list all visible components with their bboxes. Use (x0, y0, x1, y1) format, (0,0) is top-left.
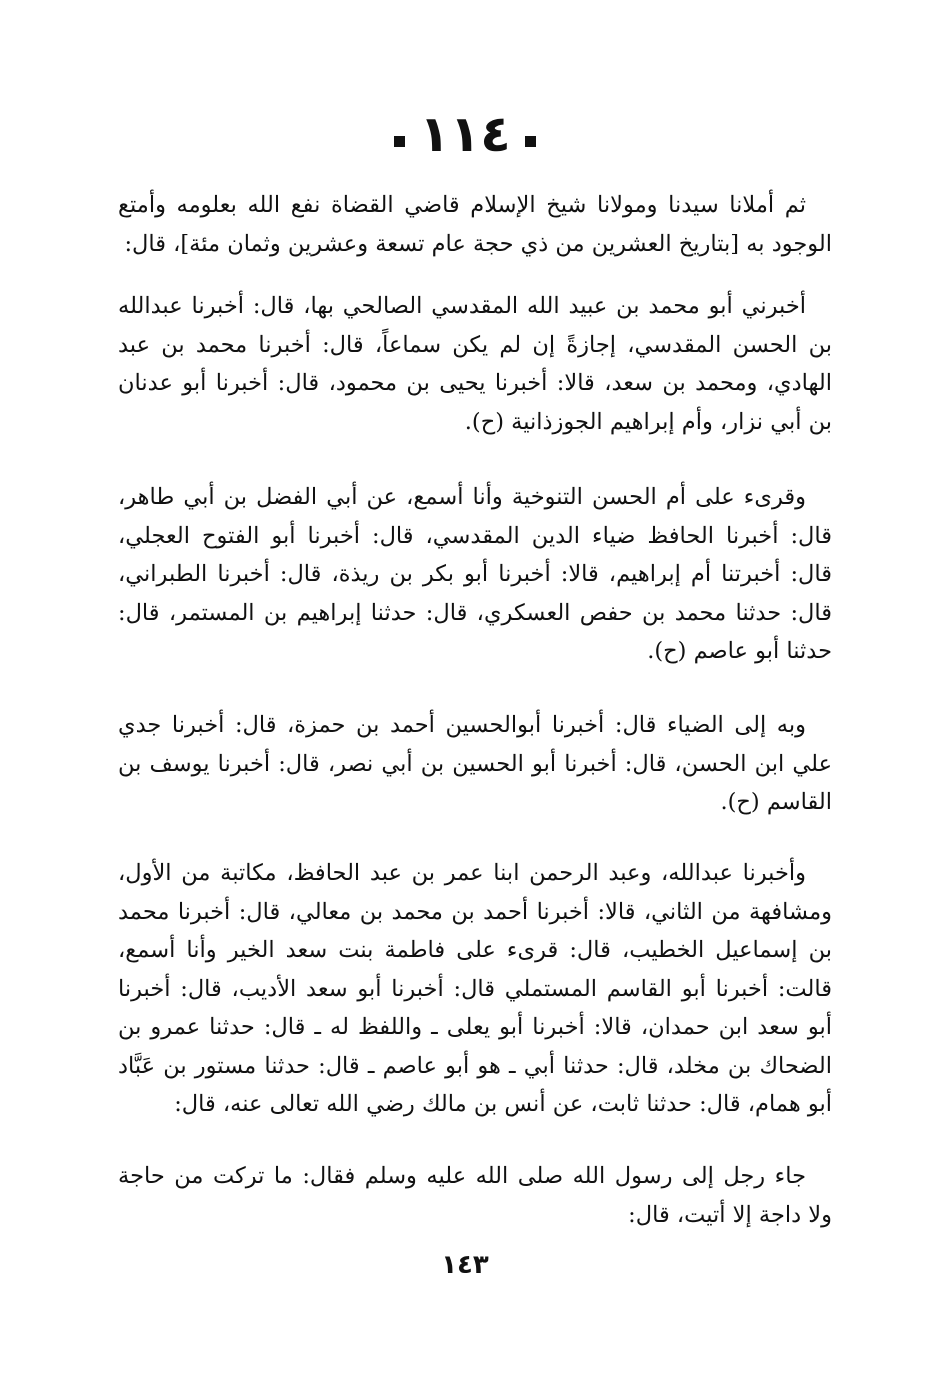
paragraph-text: وبه إلى الضياء قال: أخبرنا أبوالحسين أحمد بن حمزة، قال: أخبرنا جدي علي ابن الحسن، قال: أخبرنا أبو الحسين بن أبي نصر، قال: أخبرنا يوسف بن القاسم (ح). (118, 712, 832, 815)
paragraph-text: جاء رجل إلى رسول الله صلى الله عليه وسلم فقال: ما تركت من حاجة ولا داجة إلا أتيت، قال: (118, 1163, 832, 1228)
paragraph-isnad-1 (118, 287, 832, 441)
paragraph-isnad-4 (118, 854, 832, 1124)
paragraph-isnad-2 (118, 478, 832, 671)
paragraph-dictation-intro (118, 186, 832, 263)
heading-dash-left (394, 136, 405, 147)
paragraph-text: وقرىء على أم الحسن التنوخية وأنا أسمع، عن أبي الفضل بن أبي طاهر، قال: أخبرنا الحافظ ضياء الدين المقدسي، قال: أخبرنا أبو الفتوح العجلي، قال: أخبرتنا أم إبراهيم، قالا: أخبرنا أبو بكر بن ريذة، قال: أخبرنا الطبراني، قال: حدثنا محمد بن حفص العسكري، قال: حدثنا إبراهيم بن المستمر، قال: حدثنا أبو عاصم (ح). (118, 484, 832, 664)
paragraph-isnad-3 (118, 706, 832, 822)
paragraph-text: وأخبرنا عبدالله، وعبد الرحمن ابنا عمر بن عبد الحافظ، مكاتبة من الأول، ومشافهة من الثاني، قالا: أخبرنا أحمد بن محمد بن معالي، قال: أخبرنا محمد بن إسماعيل الخطيب، قال: قرىء على فاطمة بنت سعد الخير وأنا أسمع، قالت: أخبرنا أبو القاسم المستملي قال: أخبرنا أبو سعد الأديب، قال: أخبرنا أبو سعد ابن حمدان، قالا: أخبرنا أبو يعلى ـ واللفظ له ـ قال: حدثنا عمرو بن الضحاك بن مخلد، قال: حدثنا أبي ـ هو أبو عاصم ـ قال: حدثنا مستور بن عَبَّاد أبو همام، قال: حدثنا ثابت، عن أنس بن مالك رضي الله تعالى عنه، قال: (118, 860, 832, 1117)
page-number: ١٤٣ (441, 1250, 489, 1280)
majlis-number: ١١٤ (419, 105, 511, 163)
paragraph-hadith-matn (118, 1157, 832, 1234)
paragraph-text: أخبرني أبو محمد بن عبيد الله المقدسي الصالحي بها، قال: أخبرنا عبدالله بن الحسن المقدسي، إجازةً إن لم يكن سماعاً، قال: أخبرنا محمد بن عبد الهادي، ومحمد بن سعد، قالا: أخبرنا يحيى بن محمود، قال: أخبرنا أبو عدنان بن أبي نزار، وأم إبراهيم الجوزذانية (ح). (118, 293, 832, 435)
heading-dash-right (525, 136, 536, 147)
majlis-heading (0, 104, 930, 164)
paragraph-text: ثم أملانا سيدنا ومولانا شيخ الإسلام قاضي القضاة نفع الله بعلومه وأمتع الوجود به [بتاريخ العشرين من ذي حجة عام تسعة وعشرين وثمان مئة]، قال: (118, 192, 832, 257)
